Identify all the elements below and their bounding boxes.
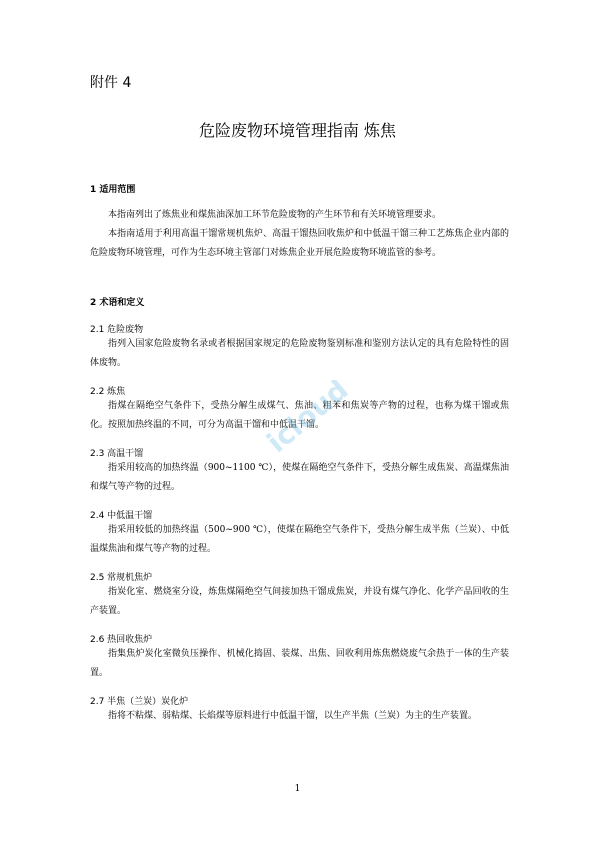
definition-conventional-coke-oven: 指炭化室、燃烧室分设，炼焦煤隔绝空气间接加热干馏成焦炭，并设有煤气净化、化学产品回收的生产装置。 (90, 587, 509, 616)
definition-high-temp-carbonization: 指采用较高的加热终温（900~1100 ℃），使煤在隔绝空气条件下，受热分解生成焦炭、高温煤焦油和煤气等产物的过程。 (90, 463, 509, 492)
svg-text:icloud: icloud (260, 380, 355, 460)
definition-semi-coke-furnace: 指将不粘煤、弱粘煤、长焰煤等原料进行中低温干馏，以生产半焦（兰炭）为主的生产装置。 (108, 711, 478, 721)
scope-paragraph-1: 本指南列出了炼焦业和煤焦油深加工环节危险废物的产生环节和有关环境管理要求。 (108, 210, 442, 220)
watermark-logo (250, 380, 360, 460)
term-semi-coke-furnace: 2.7 半焦（兰炭）炭化炉 (90, 697, 189, 707)
definition-mid-low-temp-carbonization: 指采用较低的加热终温（500~900 ℃），使煤在隔绝空气条件下，受热分解生成半焦（兰炭）、中低温煤焦油和煤气等产物的过程。 (90, 525, 509, 554)
term-conventional-coke-oven: 2.5 常规机焦炉 (90, 573, 153, 583)
term-high-temp-carbonization: 2.3 高温干馏 (90, 449, 144, 459)
term-heat-recovery-coke-oven: 2.6 热回收焦炉 (90, 635, 153, 645)
section-heading-scope: 1 适用范围 (90, 185, 136, 195)
definition-heat-recovery-coke-oven: 指集焦炉炭化室微负压操作、机械化捣固、装煤、出焦、回收利用炼焦燃烧废气余热于一体的生产装置。 (90, 649, 509, 678)
scope-paragraph-2: 本指南适用于利用高温干馏常规机焦炉、高温干馏热回收焦炉和中低温干馏三种工艺炼焦企业内部的危险废物环境管理，可作为生态环境主管部门对炼焦企业开展危险废物环境监管的参考。 (90, 229, 509, 258)
watermark-icon (250, 380, 360, 460)
definition-hazardous-waste: 指列入国家危险废物名录或者根据国家规定的危险废物鉴别标准和鉴别方法认定的具有危险特性的固体废物。 (90, 339, 509, 368)
page-number: 1 (294, 784, 301, 794)
term-hazardous-waste: 2.1 危险废物 (90, 325, 144, 335)
definition-coking: 指煤在隔绝空气条件下，受热分解生成煤气、焦油、粗苯和焦炭等产物的过程，也称为煤干馏或焦化。按照加热终温的不同，可分为高温干馏和中低温干馏。 (90, 401, 509, 430)
term-mid-low-temp-carbonization: 2.4 中低温干馏 (90, 511, 153, 521)
term-coking: 2.2 炼焦 (90, 387, 126, 397)
section-heading-terms: 2 术语和定义 (90, 298, 145, 308)
annex-label: 附件 4 (90, 75, 132, 91)
document-title: 危险废物环境管理指南 炼焦 (198, 121, 397, 140)
